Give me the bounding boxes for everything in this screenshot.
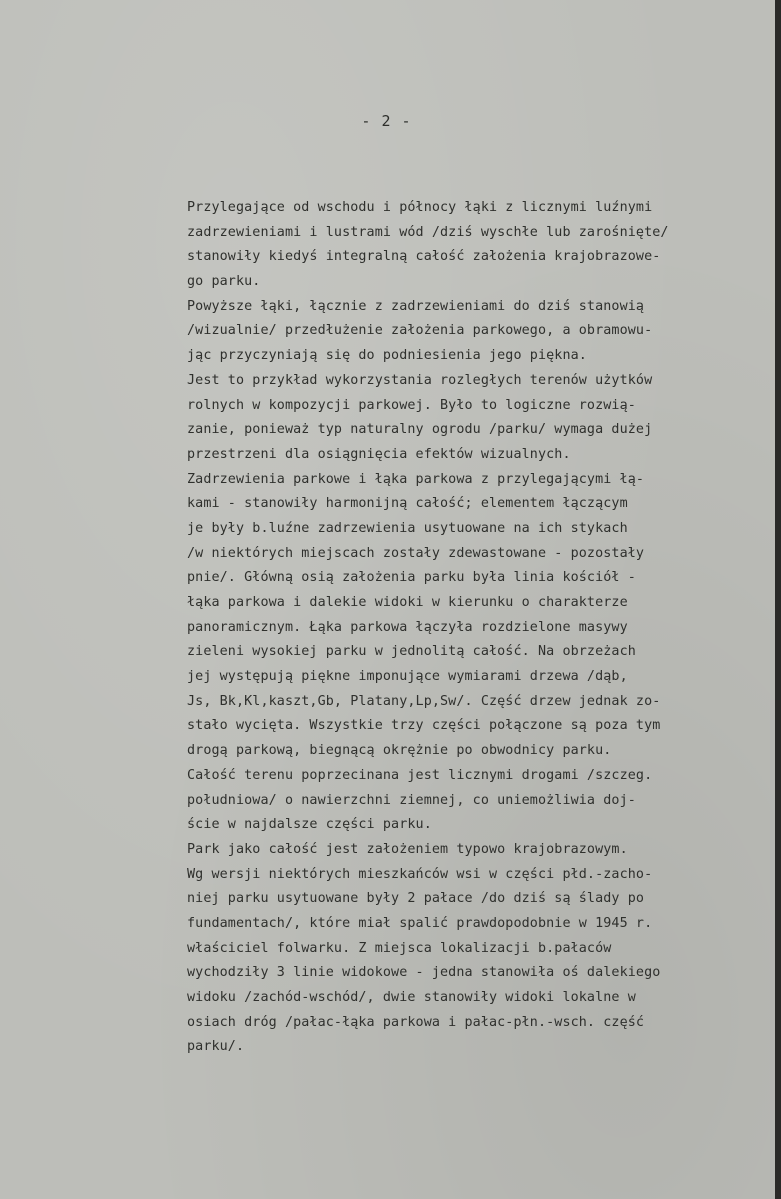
text-line: /w niektórych miejscach zostały zdewastowane - pozostały [187, 545, 645, 561]
text-line: Js, Bk,Kl,kaszt,Gb, Platany,Lp,Sw/. Część drzew jednak zo- [187, 693, 661, 709]
text-line: osiach dróg /pałac-łąka parkowa i pałac-płn.-wsch. część [187, 1014, 645, 1030]
text-line: stało wycięta. Wszystkie trzy części połączone są poza tym [187, 718, 661, 734]
text-line: panoramicznym. Łąka parkowa łączyła rozdzielone masywy [187, 619, 628, 635]
text-line: /wizualnie/ przedłużenie założenia parkowego, a obramowu- [187, 323, 653, 339]
text-line: wychodziły 3 linie widokowe - jedna stanowiła oś dalekiego [187, 965, 661, 981]
text-line: zieleni wysokiej parku w jednolitą całość. Na obrzeżach [187, 644, 636, 660]
text-line: ście w najdalsze części parku. [187, 817, 432, 833]
text-line: zanie, ponieważ typ naturalny ogrodu /parku/ wymaga dużej [187, 422, 653, 438]
text-line: stanowiły kiedyś integralną całość założenia krajobrazowe- [187, 249, 661, 265]
text-line: widoku /zachód-wschód/, dwie stanowiły widoki lokalne w [187, 990, 636, 1005]
text-line: przestrzeni dla osiągnięcia efektów wizualnych. [187, 446, 571, 462]
text-line: Wg wersji niektórych mieszkańców wsi w części płd.-zacho- [187, 866, 653, 882]
text-line: go parku. [187, 274, 261, 290]
text-line: rolnych w kompozycji parkowej. Było to logiczne rozwią- [187, 397, 636, 413]
text-line: Park jako całość jest założeniem typowo krajobrazowym. [187, 841, 628, 857]
text-line: Powyższe łąki, łącznie z zadrzewieniami do dziś stanowią [187, 298, 645, 314]
text-line: Przylegające od wschodu i północy łąki z licznymi luźnymi [187, 200, 653, 215]
text-line: jąc przyczyniają się do podniesienia jego piękna. [187, 348, 587, 364]
text-line: jej występują piękne imponujące wymiarami drzewa /dąb, [187, 669, 628, 685]
page-edge-shadow [775, 0, 781, 1199]
text-line: niej parku usytuowane były 2 pałace /do dziś są ślady po [187, 891, 645, 907]
text-line: je były b.luźne zadrzewienia usytuowane na ich stykach [187, 520, 628, 536]
text-line: zadrzewieniami i lustrami wód /dziś wyschłe lub zarośnięte/ [187, 224, 669, 240]
text-line: Jest to przykład wykorzystania rozległych terenów użytków [187, 372, 653, 388]
text-line: Zadrzewienia parkowe i łąka parkowa z przylegającymi łą- [187, 471, 645, 487]
text-line: pnie/. Główną osią założenia parku była linia kościół - [187, 570, 636, 586]
text-line: właściciel folwarku. Z miejsca lokalizacji b.pałaców [187, 940, 612, 956]
text-line: kami - stanowiły harmonijną całość; elementem łączącym [187, 496, 628, 512]
body-text [187, 196, 777, 1060]
text-line: fundamentach/, które miał spalić prawdopodobnie w 1945 r. [187, 915, 653, 931]
text-line: łąka parkowa i dalekie widoki w kierunku o charakterze [187, 595, 628, 610]
text-line: parku/. [187, 1039, 245, 1055]
text-line: południowa/ o nawierzchni ziemnej, co uniemożliwia doj- [187, 792, 636, 808]
text-line: Całość terenu poprzecinana jest licznymi drogami /szczeg. [187, 767, 653, 783]
page-number: - 2 - [361, 112, 412, 130]
text-line: drogą parkową, biegnącą okrężnie po obwodnicy parku. [187, 743, 612, 759]
